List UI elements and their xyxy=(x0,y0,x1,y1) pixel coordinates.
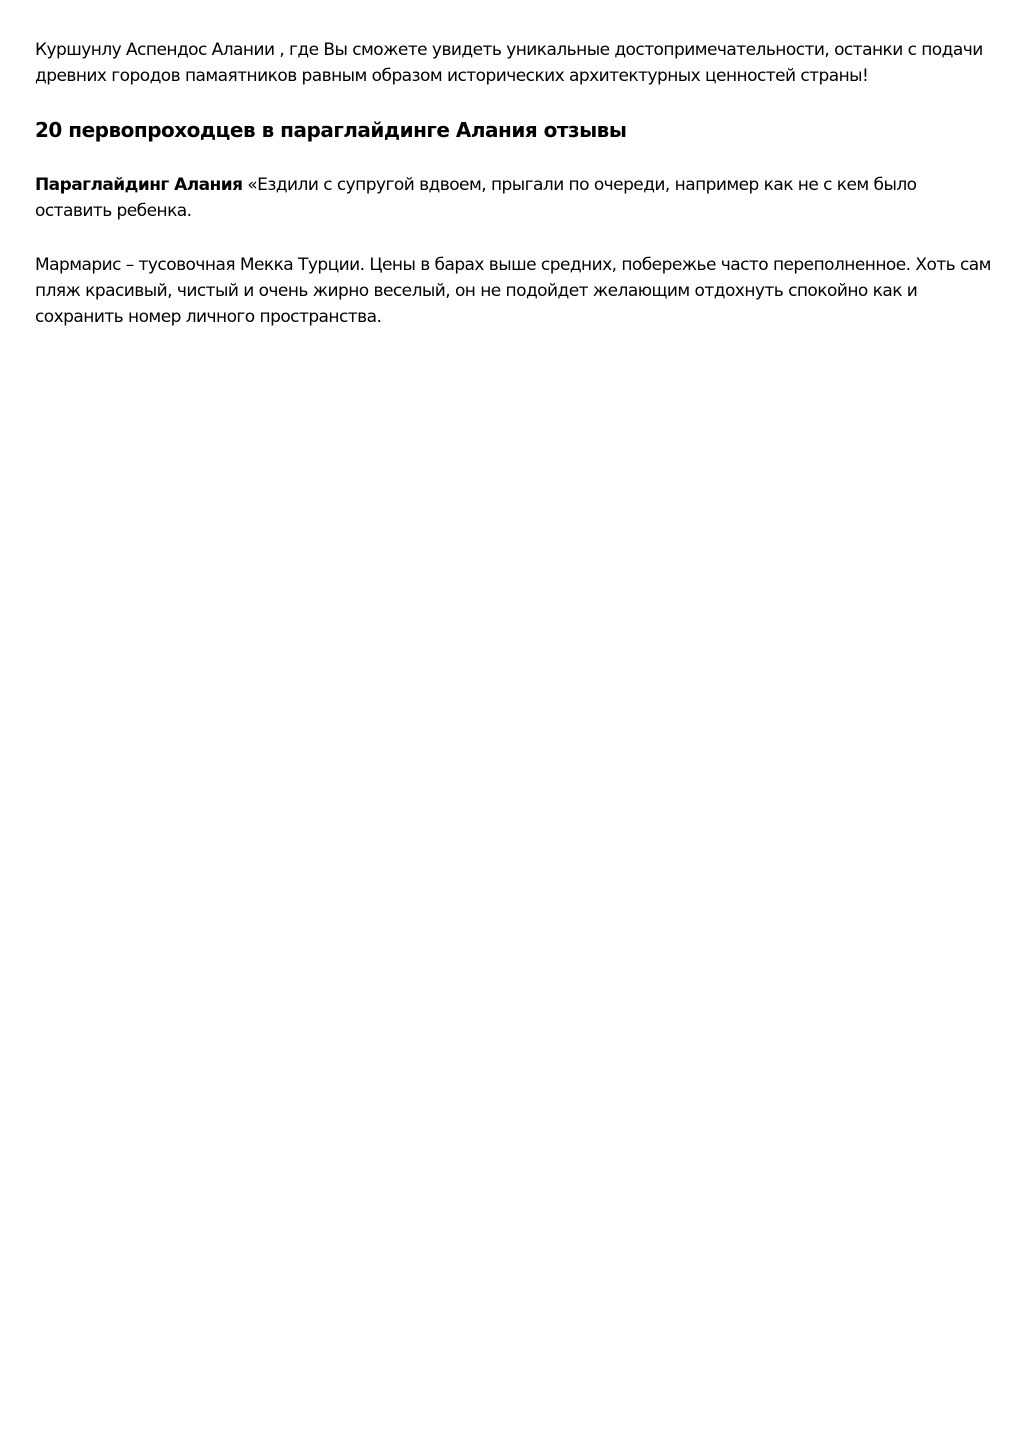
section-heading: 20 первопроходцев в параглайдинге Алания отзывы xyxy=(35,118,627,142)
review-bold-lead: Параглайдинг Алания xyxy=(35,175,243,195)
review-paragraph xyxy=(35,172,995,224)
document-body xyxy=(35,37,995,330)
marmaris-paragraph: Мармарис – тусовочная Мекка Турции. Цены в барах выше средних, побережье часто переполненное. Хоть сам пляж красивый, чистый и очень жирно веселый, он не подойдет желающим отдохнуть спокойно как и сохранить номер личного пространства. xyxy=(35,255,991,327)
review-text: «Ездили с супругой вдвоем, прыгали по очереди, например как не с кем было оставить ребенка. xyxy=(35,175,917,221)
intro-paragraph: Куршунлу Аспендос Алании , где Вы сможете увидеть уникальные достопримечательности, останки с подачи древних городов памаятников равным образом исторических архитектурных ценностей страны! xyxy=(35,40,983,86)
